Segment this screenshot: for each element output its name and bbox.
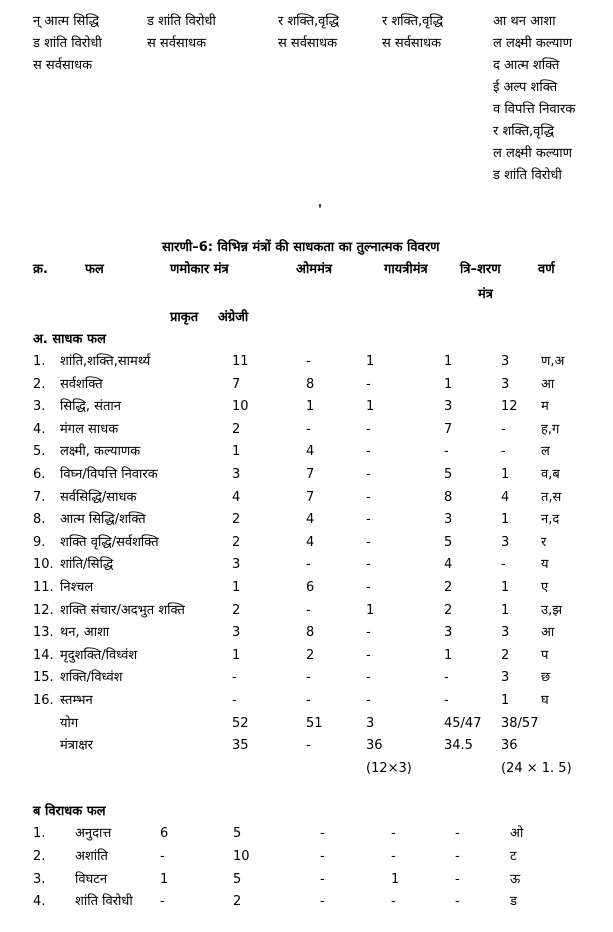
table-cell: - bbox=[455, 894, 460, 910]
table-cell: विघटन bbox=[75, 871, 108, 887]
header-angreji: अंग्रेजी bbox=[218, 310, 249, 325]
header-prakrit: प्राकृत bbox=[170, 310, 199, 325]
table-cell: 1 bbox=[501, 602, 510, 618]
table-cell: 4 bbox=[306, 534, 315, 550]
table-row bbox=[0, 891, 613, 913]
table-cell: 9. bbox=[33, 534, 46, 550]
table-cell: लक्ष्मी, कल्याणक bbox=[60, 444, 141, 460]
table-cell: - bbox=[366, 647, 371, 663]
table-cell: 1 bbox=[160, 871, 169, 887]
table-cell: - bbox=[306, 354, 311, 369]
table-cell: ओ bbox=[510, 826, 524, 841]
table-row bbox=[0, 846, 613, 868]
table-cell: विघ्न/विपत्ति निवारक bbox=[60, 467, 158, 482]
table-cell: उ,झ bbox=[541, 602, 563, 618]
table-cell: 6 bbox=[306, 580, 315, 595]
table-cell: - bbox=[232, 670, 237, 686]
table-cell: ऊ bbox=[510, 871, 521, 887]
table-cell: मंत्राक्षर bbox=[60, 738, 93, 754]
table-cell: 7 bbox=[444, 421, 453, 437]
table-cell: त,स bbox=[541, 489, 562, 505]
table-cell: 35 bbox=[232, 738, 249, 754]
table-cell: 12. bbox=[33, 602, 54, 618]
table-cell: अनुदात्त bbox=[75, 826, 112, 841]
table-cell: 7 bbox=[306, 489, 315, 505]
table-cell: 8 bbox=[306, 625, 315, 641]
top-cell: स सर्वसाधक bbox=[147, 36, 207, 51]
top-cell: ई अल्प शक्ति bbox=[493, 80, 558, 95]
table-row bbox=[0, 713, 613, 735]
table-cell: - bbox=[366, 625, 371, 641]
table-cell: - bbox=[501, 557, 506, 573]
table-cell: 8. bbox=[33, 512, 46, 528]
table-cell: - bbox=[455, 826, 460, 841]
table-row bbox=[0, 758, 613, 780]
table-row bbox=[0, 464, 613, 486]
table-cell: 4 bbox=[306, 512, 315, 528]
table-cell: 10 bbox=[232, 399, 249, 415]
top-column-5 bbox=[493, 11, 575, 187]
top-cell: ल लक्ष्मी कल्याण bbox=[493, 36, 573, 51]
table-cell: - bbox=[306, 421, 311, 437]
table-cell: ह,ग bbox=[541, 421, 560, 437]
table-cell: 2 bbox=[233, 894, 242, 910]
table-cell: ण,अ bbox=[541, 354, 565, 369]
table-row bbox=[0, 869, 613, 891]
table-row bbox=[0, 532, 613, 554]
table-cell: 2 bbox=[501, 647, 510, 663]
table-cell: 52 bbox=[232, 715, 249, 731]
section-a-heading: अ. साधक फल bbox=[33, 332, 106, 347]
table-cell: 2 bbox=[232, 534, 241, 550]
table-cell: प bbox=[541, 647, 549, 663]
top-cell: ल लक्ष्मी कल्याण bbox=[493, 146, 573, 161]
table-cell: 36 bbox=[501, 738, 518, 754]
table-row bbox=[0, 600, 613, 622]
table-cell: 1 bbox=[366, 354, 375, 369]
table-cell: 4. bbox=[33, 894, 46, 910]
table-cell: - bbox=[366, 670, 371, 686]
table-cell: 2. bbox=[33, 848, 46, 864]
table-row bbox=[0, 441, 613, 463]
table-row bbox=[0, 554, 613, 576]
table-cell: - bbox=[366, 580, 371, 595]
top-cell: व विपत्ति निवारक bbox=[493, 102, 576, 117]
table-cell: 2 bbox=[232, 512, 241, 528]
table-cell: 3. bbox=[33, 871, 46, 887]
table-cell: - bbox=[232, 693, 237, 708]
table-cell: - bbox=[306, 670, 311, 686]
table-row bbox=[0, 735, 613, 757]
top-cell: आ थन आशा bbox=[493, 14, 556, 29]
table-cell: 5 bbox=[444, 534, 453, 550]
table-cell: 16. bbox=[33, 693, 54, 708]
table-cell: 2 bbox=[444, 580, 453, 595]
header-om: ओममंत्र bbox=[296, 262, 333, 277]
table-row bbox=[0, 396, 613, 418]
table-cell: 3 bbox=[501, 625, 510, 641]
table-cell: 14. bbox=[33, 647, 54, 663]
header-phal: फल bbox=[85, 262, 104, 277]
table-title: सारणी–6: विभिन्न मंत्रों की साधकता का तुल्नात्मक विवरण bbox=[162, 240, 440, 255]
header-trisharan-mantra: मंत्र bbox=[478, 287, 493, 302]
top-column-1 bbox=[33, 11, 102, 77]
table-cell: 2 bbox=[232, 421, 241, 437]
table-cell: 4. bbox=[33, 421, 46, 437]
table-cell: थन, आशा bbox=[60, 625, 110, 641]
table-cell: 6. bbox=[33, 467, 46, 482]
table-cell: म bbox=[541, 399, 549, 415]
table-cell: - bbox=[160, 848, 165, 864]
table-cell: 10 bbox=[233, 848, 250, 864]
table-cell: न,द bbox=[541, 512, 560, 528]
table-cell: 13. bbox=[33, 625, 54, 641]
table-row bbox=[0, 351, 613, 373]
table-cell: स्तम्भन bbox=[60, 693, 93, 708]
table-cell: - bbox=[366, 534, 371, 550]
table-cell: निश्चल bbox=[60, 580, 94, 595]
table-cell: सर्वसिद्धि/साधक bbox=[60, 489, 137, 505]
table-cell: 1 bbox=[232, 580, 241, 595]
table-cell: - bbox=[320, 871, 325, 887]
table-cell: - bbox=[366, 421, 371, 437]
table-cell: 3 bbox=[232, 467, 241, 482]
table-cell: - bbox=[320, 826, 325, 841]
table-cell: सर्वशक्ति bbox=[60, 376, 103, 392]
table-cell: 15. bbox=[33, 670, 54, 686]
table-cell: - bbox=[306, 738, 311, 754]
table-cell: 7. bbox=[33, 489, 46, 505]
table-cell: 3 bbox=[444, 512, 453, 528]
table-cell: - bbox=[444, 444, 449, 460]
table-cell: 1 bbox=[444, 376, 453, 392]
table-cell: र bbox=[541, 534, 547, 550]
table-cell: ए bbox=[541, 580, 549, 595]
header-kr: क्र. bbox=[33, 262, 48, 277]
table-cell: 4 bbox=[232, 489, 241, 505]
top-cell: ड शांति विरोधी bbox=[493, 168, 562, 183]
table-cell: शक्ति संचार/अदभुत शक्ति bbox=[60, 602, 185, 618]
table-cell: - bbox=[391, 826, 396, 841]
table-cell: 1 bbox=[232, 647, 241, 663]
table-cell: अशांति bbox=[75, 848, 108, 864]
table-cell: 3 bbox=[501, 354, 510, 369]
section-b-heading: ब विराधक फल bbox=[33, 804, 106, 819]
table-cell: 7 bbox=[306, 467, 315, 482]
table-cell: शक्ति/विध्वंश bbox=[60, 670, 123, 686]
table-cell: शांति/सिद्धि bbox=[60, 557, 114, 573]
table-cell: 3 bbox=[501, 670, 510, 686]
table-cell: 5 bbox=[233, 871, 242, 887]
table-cell: - bbox=[366, 557, 371, 573]
table-cell: 8 bbox=[444, 489, 453, 505]
header-trisharan: त्रि–शरण bbox=[460, 262, 501, 277]
table-cell: 1 bbox=[444, 354, 453, 369]
table-cell: - bbox=[391, 894, 396, 910]
top-cell: ड शांति विरोधी bbox=[147, 14, 216, 29]
header-gayatri: गायत्रीमंत्र bbox=[384, 262, 428, 277]
table-row bbox=[0, 419, 613, 441]
table-cell: - bbox=[501, 444, 506, 460]
table-cell: 4 bbox=[501, 489, 510, 505]
table-cell: - bbox=[306, 602, 311, 618]
table-cell: योग bbox=[60, 715, 79, 731]
table-cell: 1 bbox=[501, 693, 510, 708]
table-cell: 38/57 bbox=[501, 715, 539, 731]
table-cell: 45/47 bbox=[444, 715, 482, 731]
table-cell: आ bbox=[541, 376, 555, 392]
table-cell: शांति,शक्ति,सामर्थ्य bbox=[60, 354, 151, 369]
table-cell: (12×3) bbox=[366, 760, 412, 776]
table-cell: 5. bbox=[33, 444, 46, 460]
top-cell: द आत्म शक्ति bbox=[493, 58, 560, 73]
table-cell: - bbox=[391, 848, 396, 864]
table-cell: आत्म सिद्धि/शक्ति bbox=[60, 512, 146, 528]
top-cell: र शक्ति,वृद्धि bbox=[493, 124, 555, 139]
stray-mark: ' bbox=[318, 203, 322, 218]
table-cell: छ bbox=[541, 670, 551, 686]
table-cell: 1 bbox=[501, 580, 510, 595]
table-cell: आ bbox=[541, 625, 555, 641]
table-cell: - bbox=[444, 693, 449, 708]
table-row bbox=[0, 374, 613, 396]
top-cell: र शक्ति,वृद्धि bbox=[382, 14, 444, 29]
table-cell: 3. bbox=[33, 399, 46, 415]
table-cell: 2 bbox=[306, 647, 315, 663]
table-cell: 2 bbox=[444, 602, 453, 618]
header-varn: वर्ण bbox=[538, 262, 555, 277]
top-cell: स सर्वसाधक bbox=[382, 36, 442, 51]
table-cell: 3 bbox=[444, 399, 453, 415]
table-cell: 1. bbox=[33, 354, 46, 369]
table-cell: - bbox=[444, 670, 449, 686]
table-cell: ल bbox=[541, 444, 550, 460]
table-cell: 3 bbox=[444, 625, 453, 641]
top-column-3 bbox=[278, 11, 339, 55]
top-column-4 bbox=[382, 11, 443, 55]
top-cell: स सर्वसाधक bbox=[278, 36, 338, 51]
table-cell: 11 bbox=[232, 354, 249, 369]
table-cell: - bbox=[320, 894, 325, 910]
table-row bbox=[0, 577, 613, 599]
table-cell: 34.5 bbox=[444, 738, 473, 754]
table-cell: 3 bbox=[232, 557, 241, 573]
table-cell: 10. bbox=[33, 557, 54, 573]
table-cell: 7 bbox=[232, 376, 241, 392]
table-cell: 1 bbox=[501, 512, 510, 528]
table-row bbox=[0, 645, 613, 667]
table-cell: - bbox=[366, 444, 371, 460]
table-cell: 2. bbox=[33, 376, 46, 392]
table-cell: 1 bbox=[444, 647, 453, 663]
table-cell: 1 bbox=[232, 444, 241, 460]
table-cell: व,ब bbox=[541, 467, 560, 482]
table-row bbox=[0, 487, 613, 509]
header-namokar: णमोकार मंत्र bbox=[170, 262, 229, 277]
table-cell: शक्ति वृद्धि/सर्वशक्ति bbox=[60, 534, 159, 550]
table-cell: - bbox=[366, 693, 371, 708]
table-cell: 3 bbox=[232, 625, 241, 641]
table-row bbox=[0, 509, 613, 531]
table-cell: - bbox=[320, 848, 325, 864]
table-row bbox=[0, 622, 613, 644]
table-cell: 1 bbox=[366, 399, 375, 415]
table-cell: - bbox=[160, 894, 165, 910]
table-cell: 4 bbox=[306, 444, 315, 460]
table-cell: - bbox=[455, 871, 460, 887]
table-cell: 2 bbox=[232, 602, 241, 618]
table-cell: - bbox=[366, 376, 371, 392]
table-cell: ट bbox=[510, 848, 517, 864]
table-cell: 8 bbox=[306, 376, 315, 392]
table-cell: 12 bbox=[501, 399, 518, 415]
table-cell: 3 bbox=[501, 376, 510, 392]
table-cell: 3 bbox=[501, 534, 510, 550]
table-row bbox=[0, 667, 613, 689]
table-row bbox=[0, 823, 613, 845]
table-cell: 5 bbox=[233, 826, 242, 841]
table-cell: 1 bbox=[306, 399, 315, 415]
table-cell: - bbox=[366, 467, 371, 482]
table-cell: - bbox=[455, 848, 460, 864]
table-row bbox=[0, 690, 613, 712]
table-cell: 1 bbox=[501, 467, 510, 482]
table-cell: 3 bbox=[366, 715, 375, 731]
table-cell: 6 bbox=[160, 826, 169, 841]
table-cell: शांति विरोधी bbox=[75, 894, 133, 910]
top-cell: र शक्ति,वृद्धि bbox=[278, 14, 340, 29]
table-cell: 11. bbox=[33, 580, 54, 595]
table-cell: 5 bbox=[444, 467, 453, 482]
table-cell: य bbox=[541, 557, 549, 573]
table-cell: ड bbox=[510, 894, 517, 910]
table-cell: - bbox=[366, 512, 371, 528]
table-cell: - bbox=[501, 421, 506, 437]
table-cell: घ bbox=[541, 693, 549, 708]
top-cell: ड शांति विरोधी bbox=[33, 36, 102, 51]
top-cell: स सर्वसाधक bbox=[33, 58, 93, 73]
top-column-2 bbox=[147, 11, 216, 55]
table-cell: मंगल साधक bbox=[60, 421, 119, 437]
table-cell: (24 × 1. 5) bbox=[501, 760, 572, 776]
table-cell: - bbox=[366, 489, 371, 505]
table-cell: सिद्धि, संतान bbox=[60, 399, 121, 415]
table-cell: 1. bbox=[33, 826, 46, 841]
table-cell: 4 bbox=[444, 557, 453, 573]
table-cell: 1 bbox=[366, 602, 375, 618]
table-cell: 36 bbox=[366, 738, 383, 754]
table-cell: 51 bbox=[306, 715, 323, 731]
table-cell: 1 bbox=[391, 871, 400, 887]
table-cell: - bbox=[306, 693, 311, 708]
table-cell: मृदुशक्ति/विध्वंश bbox=[60, 647, 138, 663]
table-cell: - bbox=[306, 557, 311, 573]
top-cell: न् आत्म सिद्धि bbox=[33, 14, 100, 29]
